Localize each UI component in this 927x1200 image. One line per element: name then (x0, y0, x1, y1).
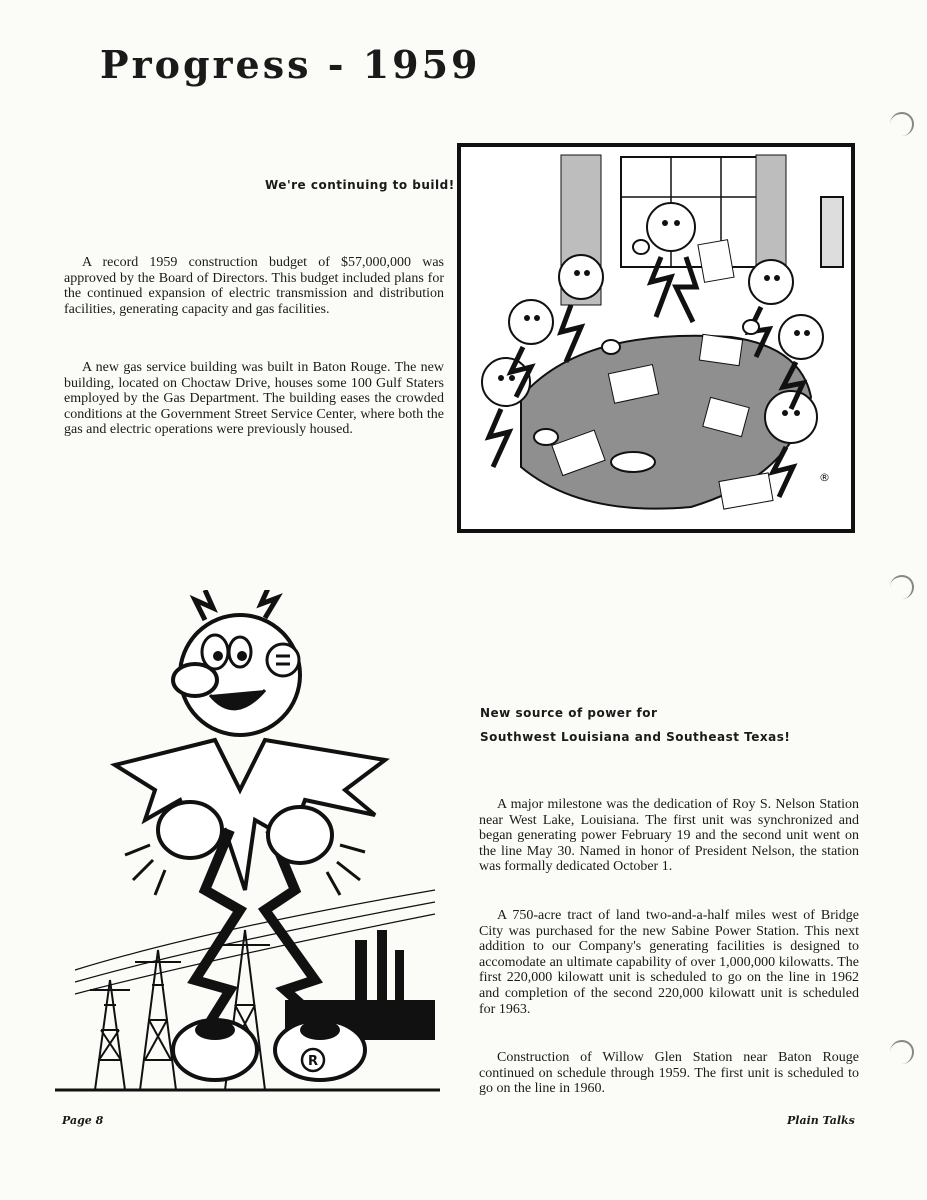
section1-subhead: We're continuing to build! (265, 178, 455, 192)
reddy-registered-mark: R (307, 1054, 319, 1069)
section2-paragraph-3: Construction of Willow Glen Station near Baton Rouge continued on schedule through 1959. The first unit is scheduled to go on the line in 1960. (479, 1050, 859, 1097)
board-meeting-illustration (457, 143, 855, 533)
section2-paragraph-2: A 750-acre tract of land two-and-a-half miles west of Bridge City was purchased for the new Sabine Power Station. This next addition to our Company's generating facilities is designed to accomodate an ultimate capability of over 1,000,000 kilowatts. The first 220,000 kilowatt unit is scheduled to go on the line in 1962 and completion of the second 220,000 kilowatt unit is scheduled for 1963. (479, 908, 859, 1017)
page-title: Progress - 1959 (100, 42, 481, 87)
meeting-registered-mark: ® (819, 471, 830, 484)
section2-paragraph-1: A major milestone was the dedication of Roy S. Nelson Station near West Lake, Louisiana. The first unit was synchronized and began generating power February 19 and the second unit went on the line May 30. Named in honor of President Nelson, the station was formally dedicated October 1. (479, 797, 859, 875)
page-number: Page 8 (62, 1114, 104, 1127)
section1-paragraph-1: A record 1959 construction budget of $57,000,000 was approved by the Board of Directors. This budget included plans for the continued expansion of electric transmission and distribution facilities, generating capacity and gas facilities. (64, 255, 444, 317)
binder-hole-mark-bottom (890, 1040, 914, 1064)
section2-subhead-line1: New source of power for (480, 706, 658, 720)
binder-hole-mark-middle (890, 575, 914, 599)
binder-hole-mark-top (890, 112, 914, 136)
reddy-kilowatt-drawing (55, 590, 455, 1100)
reddy-kilowatt-illustration (55, 590, 455, 1100)
section2-subhead-line2: Southwest Louisiana and Southeast Texas! (480, 730, 791, 744)
publication-name: Plain Talks (787, 1114, 855, 1127)
section1-paragraph-2: A new gas service building was built in Baton Rouge. The new building, located on Choctaw Drive, houses some 100 Gulf Staters employed by the Gas Department. The building eases the crowded conditions at the Government Street Service Center, where both the gas and electric operations were previously housed. (64, 360, 444, 438)
board-meeting-drawing (461, 147, 851, 529)
